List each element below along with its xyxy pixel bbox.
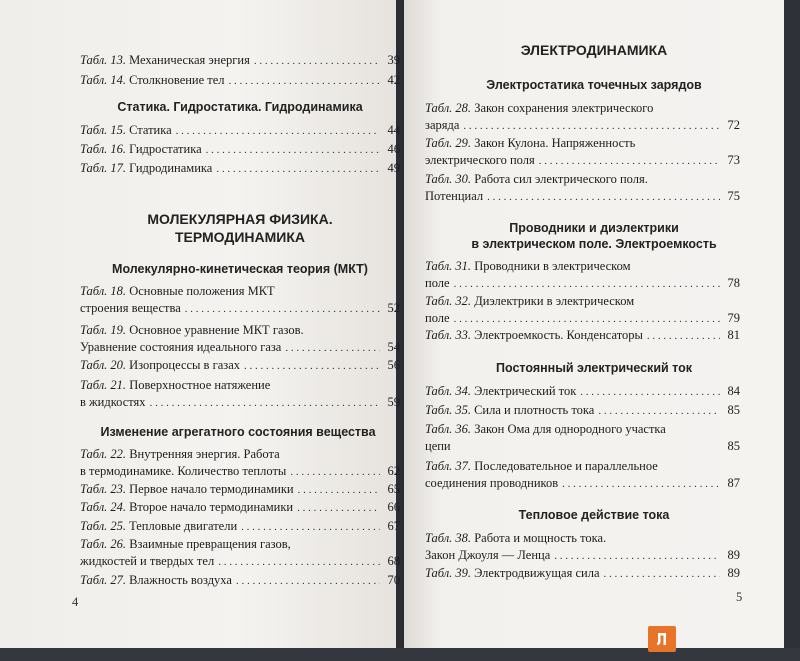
toc-entry: Табл. 15. Статика . . . 44 [80,122,400,139]
section-heading: Постоянный электрический ток [495,361,693,375]
toc-entry: Табл. 16. Гидростатика . . . 46 [80,141,400,158]
toc-entry: Закон Джоуля — Ленца . . . 89 [425,547,740,564]
toc-entry-line: Табл. 29. Закон Кулона. Напряженность [425,136,636,150]
toc-entry: Потенциал . . . 75 [425,188,740,205]
logo-glyph-icon [653,630,671,648]
toc-entry: заряда . . . 72 [425,117,740,134]
book-edge [784,0,800,661]
section-heading: Статика. Гидростатика. Гидродинамика [117,100,363,114]
toc-entry: Табл. 39. Электродвижущая сила . . . 89 [425,565,740,582]
labirint-logo-icon [648,626,676,652]
part-heading: ЭЛЕКТРОДИНАМИКА [520,42,668,58]
toc-entry-line: Табл. 30. Работа сил электрического поля. [425,172,648,186]
toc-entry-line: Табл. 37. Последовательное и параллельное [425,459,658,473]
section-heading: Тепловое действие тока [518,508,670,522]
toc-entry: поле . . . 78 [425,275,740,292]
toc-entry: Табл. 25. Тепловые двигатели . . . 67 [80,518,400,535]
toc-entry: строения вещества . . . 52 [80,300,400,317]
toc-entry: Табл. 14. Столкновение тел . . . 42 [80,72,400,89]
toc-entry: Уравнение состояния идеального газа . . . 54 [80,339,400,356]
toc-entry: Табл. 24. Второе начало термодинамики . . . 66 [80,499,400,516]
toc-entry: жидкостей и твердых тел . . . 68 [80,553,400,570]
toc-entry: Табл. 23. Первое начало термодинамики . . . 65 [80,481,400,498]
toc-entry-line: Табл. 32. Диэлектрики в электрическом [425,294,635,308]
toc-entry-line: Табл. 31. Проводники в электрическом [425,259,631,273]
toc-entry: электрического поля . . . 73 [425,152,740,169]
section-heading: Изменение агрегатного состояния вещества [100,425,376,439]
toc-entry: Табл. 13. Механическая энергия . . . 39 [80,52,400,69]
toc-entry: поле . . . 79 [425,310,740,327]
toc-entry-line: Табл. 36. Закон Ома для однородного участка [425,422,666,436]
toc-entry: Табл. 20. Изопроцессы в газах . . . 56 [80,357,400,374]
toc-entry: Табл. 17. Гидродинамика . . . 49 [80,160,400,177]
toc-entry: в термодинамике. Количество теплоты . . . 62 [80,463,400,480]
page-number: 4 [72,595,79,609]
section-heading: Электростатика точечных зарядов [486,78,702,92]
toc-entry: цепи 85 [425,439,740,453]
toc-entry-line: Табл. 38. Работа и мощность тока. [425,531,607,545]
toc-entry-line: Табл. 28. Закон сохранения электрического [425,101,654,115]
toc-entry-line: Табл. 19. Основное уравнение МКТ газов. [80,323,304,337]
section-heading: Проводники и диэлектрики в электрическом поле. Электроемкость [471,221,717,251]
part-heading: МОЛЕКУЛЯРНАЯ ФИЗИКА. ТЕРМОДИНАМИКА [147,211,333,245]
toc-entry-line: Табл. 18. Основные положения МКТ [80,284,275,298]
toc-entry-line: Табл. 21. Поверхностное натяжение [80,378,271,392]
toc-entry: Табл. 34. Электрический ток . . . 84 [425,383,740,400]
toc-entry-line: Табл. 22. Внутренняя энергия. Работа [80,447,280,461]
toc-entry-line: Табл. 26. Взаимные превращения газов, [80,537,291,551]
toc-entry: в жидкостях . . . 59 [80,394,400,411]
background-band [0,648,800,661]
page-number: 5 [736,590,743,604]
toc-entry: Табл. 33. Электроемкость. Конденсаторы . . . 81 [425,327,740,344]
section-heading: Молекулярно-кинетическая теория (МКТ) [112,262,368,276]
toc-entry: Табл. 27. Влажность воздуха . . . 70 [80,572,400,589]
toc-entry: соединения проводников . . . 87 [425,475,740,492]
toc-entry: Табл. 35. Сила и плотность тока . . . 85 [425,402,740,419]
